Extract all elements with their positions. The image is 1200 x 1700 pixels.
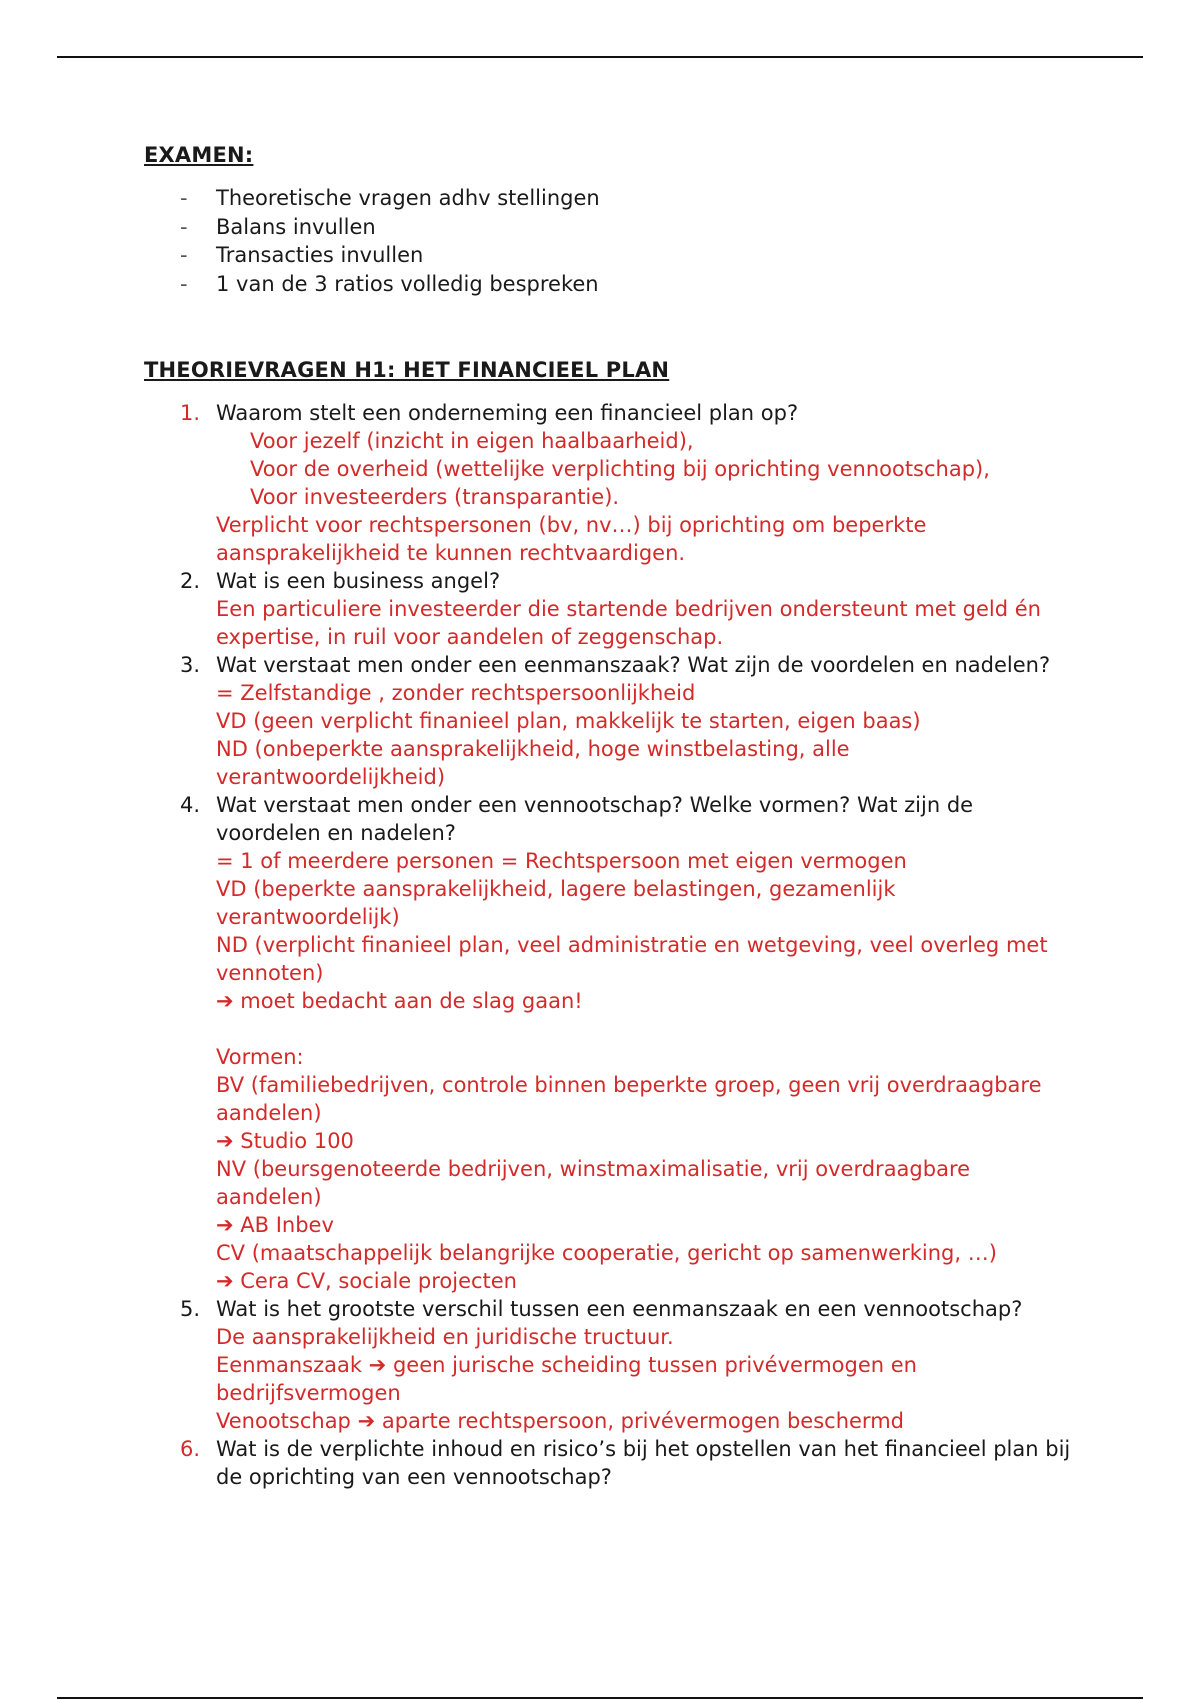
question-text: Wat is de verplichte inhoud en risico’s bij het opstellen van het financieel plan bij de oprichting van een vennootschap?: [216, 1437, 1071, 1489]
answer-line: CV (maatschappelijk belangrijke cooperatie, gericht op samenwerking, …): [216, 1241, 997, 1265]
question-number: 5.: [180, 1297, 201, 1321]
answer-line: Verplicht voor rechtspersonen (bv, nv…) bij oprichting om beperkte aansprakelijkheid te kunnen rechtvaardigen.: [216, 513, 927, 565]
exam-list: [144, 184, 600, 298]
question-1: [144, 399, 1074, 567]
question-text: Wat verstaat men onder een vennootschap? Welke vormen? Wat zijn de voordelen en nadelen?: [216, 793, 974, 845]
list-item: - 1 van de 3 ratios volledig bespreken: [144, 270, 600, 299]
answer-line: Voor jezelf (inzicht in eigen haalbaarheid),: [250, 429, 694, 453]
list-item: - Balans invullen: [144, 213, 600, 242]
exam-heading: EXAMEN:: [144, 143, 254, 167]
question-text: Wat is een business angel?: [216, 569, 501, 593]
question-number: 1.: [180, 401, 201, 425]
answer-line: Een particuliere investeerder die startende bedrijven ondersteunt met geld én expertise, in ruil voor aandelen of zeggenschap.: [216, 597, 1041, 649]
dash-bullet: -: [180, 214, 188, 239]
answer-line: ➔ moet bedacht aan de slag gaan!: [216, 989, 583, 1013]
bottom-rule: [57, 1697, 1143, 1699]
answer-line: Voor de overheid (wettelijke verplichting bij oprichting vennootschap),: [250, 457, 990, 481]
answer-line: Eenmanszaak ➔ geen jurische scheiding tussen privévermogen en bedrijfsvermogen: [216, 1353, 917, 1405]
answer-line: VD (beperkte aansprakelijkheid, lagere belastingen, gezamenlijk verantwoordelijk): [216, 877, 896, 929]
answer-line: ➔ Cera CV, sociale projecten: [216, 1269, 517, 1293]
dash-bullet: -: [180, 186, 188, 210]
question-text: Wat is het grootste verschil tussen een eenmanszaak en een vennootschap?: [216, 1297, 1023, 1321]
question-number: 3.: [180, 653, 201, 677]
answer-line: Voor investeerders (transparantie).: [250, 485, 620, 509]
question-text: Wat verstaat men onder een eenmanszaak? Wat zijn de voordelen en nadelen?: [216, 653, 1051, 677]
question-number: 4.: [180, 793, 201, 817]
question-number: 6.: [180, 1437, 201, 1461]
answer-line: = 1 of meerdere personen = Rechtspersoon met eigen vermogen: [216, 849, 907, 873]
question-3: [144, 651, 1074, 791]
question-6: [144, 1435, 1074, 1491]
answer-line: = Zelfstandige , zonder rechtspersoonlijkheid: [216, 681, 696, 705]
question-2: [144, 567, 1074, 651]
answer-line: De aansprakelijkheid en juridische tructuur.: [216, 1325, 674, 1349]
top-rule: [57, 56, 1143, 58]
question-5: [144, 1295, 1074, 1435]
answer-line: BV (familiebedrijven, controle binnen beperkte groep, geen vrij overdraagbare aandelen): [216, 1073, 1042, 1125]
answer-line: NV (beursgenoteerde bedrijven, winstmaximalisatie, vrij overdraagbare aandelen): [216, 1157, 971, 1209]
list-item: - Theoretische vragen adhv stellingen: [144, 184, 600, 213]
question-number: 2.: [180, 569, 201, 593]
question-4: [144, 791, 1074, 1295]
spacer: [216, 1015, 1074, 1043]
answer-line: ND (onbeperkte aansprakelijkheid, hoge winstbelasting, alle verantwoordelijkheid): [216, 737, 850, 789]
answer-line: ➔ AB Inbev: [216, 1213, 334, 1237]
list-item: - Transacties invullen: [144, 241, 600, 270]
dash-bullet: -: [180, 243, 188, 267]
answer-line: ➔ Studio 100: [216, 1129, 354, 1153]
answer-line: VD (geen verplicht finanieel plan, makkelijk te starten, eigen baas): [216, 709, 921, 733]
question-text: Waarom stelt een onderneming een financieel plan op?: [216, 401, 799, 425]
answer-line: Vormen:: [216, 1045, 304, 1069]
answer-line: ND (verplicht finanieel plan, veel administratie en wetgeving, veel overleg met vennoten): [216, 933, 1048, 985]
dash-bullet: -: [180, 271, 188, 296]
question-list: [144, 399, 1074, 1491]
theory-heading: THEORIEVRAGEN H1: HET FINANCIEEL PLAN: [144, 358, 670, 382]
answer-line: Venootschap ➔ aparte rechtspersoon, privévermogen beschermd: [216, 1409, 904, 1433]
